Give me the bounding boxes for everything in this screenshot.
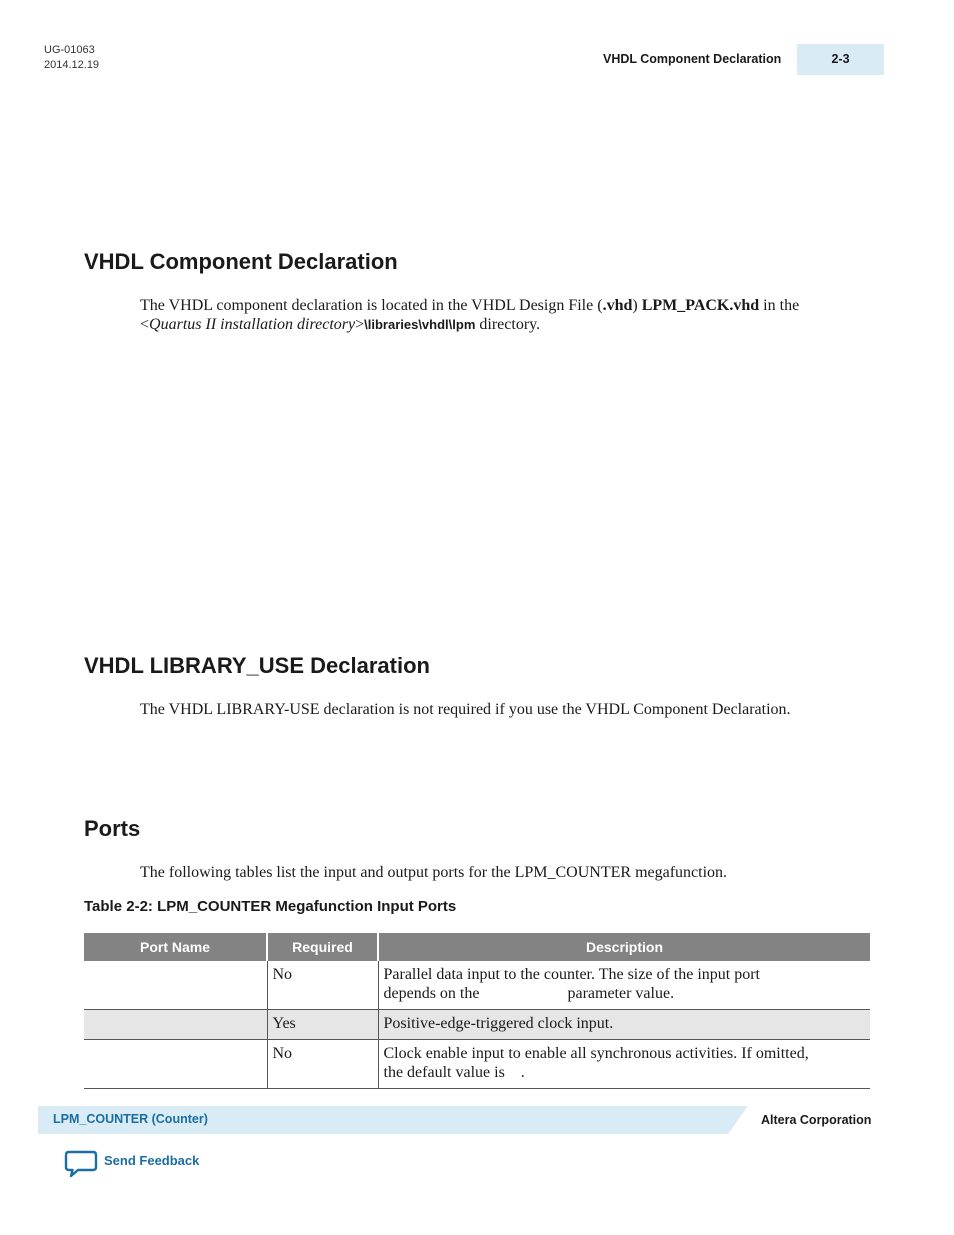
speech-bubble-icon[interactable] — [64, 1150, 98, 1178]
running-header-title: VHDL Component Declaration — [603, 52, 782, 66]
lpm-pack-filename: LPM_PACK.vhd — [641, 297, 760, 314]
table-header-row — [84, 933, 870, 961]
description-cell: Positive-edge-triggered clock input. — [378, 1010, 870, 1040]
table-row — [84, 1040, 870, 1089]
document-id-block — [44, 43, 99, 73]
col-description: Description — [378, 933, 870, 961]
port-name-cell — [84, 1010, 267, 1040]
table-caption: Table 2-2: LPM_COUNTER Megafunction Input Ports — [84, 898, 457, 915]
paragraph-component-location: The VHDL component declaration is located in the VHDL Design File (.vhd) LPM_PACK.vhd in the <Quartus II installation directory>\libraries\vhdl\lpm directory. — [140, 297, 800, 333]
footer-company: Altera Corporation — [761, 1113, 872, 1127]
paragraph-library-use: The VHDL LIBRARY-USE declaration is not required if you use the VHDL Component Declaration. — [140, 701, 791, 718]
description-cell: Parallel data input to the counter. The size of the input port depends on the parameter value. — [378, 961, 870, 1010]
vhd-extension: .vhd — [602, 297, 633, 314]
heading-vhdl-library-use: VHDL LIBRARY_USE Declaration — [84, 653, 430, 678]
required-cell: Yes — [267, 1010, 378, 1040]
required-cell: No — [267, 1040, 378, 1089]
col-required: Required — [267, 933, 378, 961]
table-row — [84, 1010, 870, 1040]
installation-directory: Quartus II installation directory — [149, 316, 356, 333]
library-path: \libraries\vhdl\lpm — [364, 317, 476, 332]
doc-id: UG-01063 — [44, 44, 95, 56]
required-cell: No — [267, 961, 378, 1010]
col-port-name: Port Name — [84, 933, 267, 961]
heading-ports: Ports — [84, 816, 141, 841]
paragraph-ports: The following tables list the input and output ports for the LPM_COUNTER megafunction. — [140, 864, 728, 881]
port-name-cell — [84, 961, 267, 1010]
send-feedback-link[interactable]: Send Feedback — [104, 1153, 200, 1168]
footer-chapter-link[interactable]: LPM_COUNTER (Counter) — [53, 1112, 208, 1126]
port-name-cell — [84, 1040, 267, 1089]
input-ports-table — [84, 933, 870, 1089]
page-number-badge: 2-3 — [797, 44, 884, 75]
table-row — [84, 961, 870, 1010]
heading-vhdl-component: VHDL Component Declaration — [84, 249, 398, 274]
doc-date: 2014.12.19 — [44, 59, 100, 71]
description-cell: Clock enable input to enable all synchronous activities. If omitted, the default value is . — [378, 1040, 870, 1089]
